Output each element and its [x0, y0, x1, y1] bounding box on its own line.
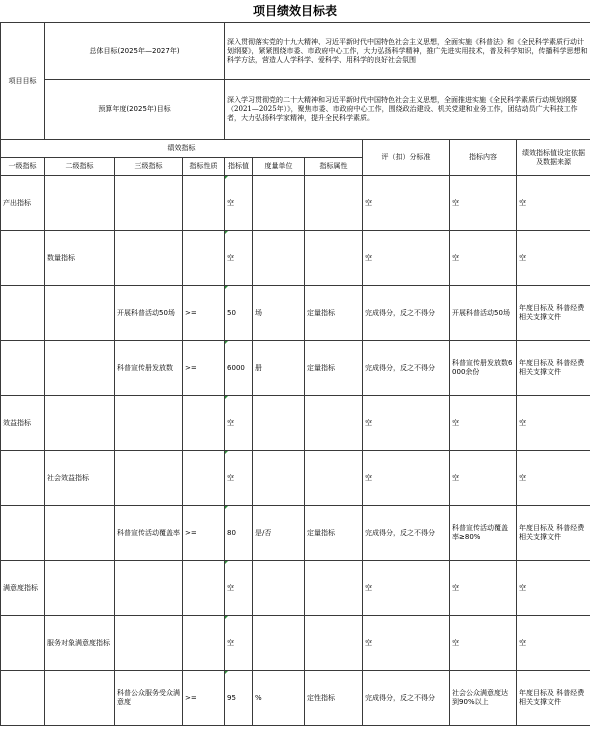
attribute-cell: [305, 451, 363, 506]
table-row: [1, 341, 590, 396]
table-row: [1, 616, 590, 671]
content-cell: 空: [450, 561, 517, 616]
scoring-cell: 完成得分，反之不得分: [363, 286, 450, 341]
nature-cell: [183, 396, 225, 451]
attribute-cell: [305, 176, 363, 231]
level1-cell: 满意度指标: [1, 561, 45, 616]
basis-cell: 空: [517, 561, 590, 616]
level3-cell: 科普宣传活动覆盖率: [115, 506, 183, 561]
header-level1: 一级指标: [1, 158, 45, 176]
basis-cell: 空: [517, 176, 590, 231]
header-nature: 指标性质: [183, 158, 225, 176]
attribute-cell: 定量指标: [305, 506, 363, 561]
project-goal-label: 项目目标: [1, 23, 45, 140]
header-level2: 二级指标: [45, 158, 115, 176]
content-cell: 开展科普活动50场: [450, 286, 517, 341]
content-cell: 科普宣传册发放数6000余份: [450, 341, 517, 396]
nature-cell: [183, 451, 225, 506]
content-cell: 空: [450, 176, 517, 231]
cell-marker-icon: [225, 396, 228, 399]
basis-cell: 年度目标及 科普经费相关支撑文件: [517, 341, 590, 396]
unit-cell: [253, 176, 305, 231]
level2-cell: 服务对象满意度指标: [45, 616, 115, 671]
performance-header: 绩效指标: [1, 140, 363, 158]
unit-cell: [253, 396, 305, 451]
scoring-cell: 空: [363, 616, 450, 671]
level2-cell: [45, 506, 115, 561]
annual-goal-label: 预算年度(2025年)目标: [45, 80, 225, 140]
value-cell: 80: [225, 506, 253, 561]
cell-marker-icon: [225, 671, 228, 674]
cell-marker-icon: [225, 231, 228, 234]
level2-cell: [45, 396, 115, 451]
attribute-cell: [305, 231, 363, 286]
level3-cell: [115, 231, 183, 286]
level3-cell: 科普公众服务受众满意度: [115, 671, 183, 726]
basis-cell: 年度目标及 科普经费相关支撑文件: [517, 506, 590, 561]
nature-cell: [183, 176, 225, 231]
level1-cell: [1, 231, 45, 286]
scoring-cell: 空: [363, 451, 450, 506]
header-basis: 绩效指标值设定依据及数据来源: [517, 140, 590, 176]
content-cell: 空: [450, 231, 517, 286]
attribute-cell: [305, 616, 363, 671]
value-cell: 空: [225, 176, 253, 231]
value-cell: 空: [225, 396, 253, 451]
level3-cell: 科普宣传册发放数: [115, 341, 183, 396]
basis-cell: 空: [517, 616, 590, 671]
attribute-cell: [305, 561, 363, 616]
cell-marker-icon: [225, 561, 228, 564]
cell-marker-icon: [225, 616, 228, 619]
unit-cell: %: [253, 671, 305, 726]
content-cell: 空: [450, 396, 517, 451]
header-scoring: 评（扣）分标准: [363, 140, 450, 176]
cell-marker-icon: [225, 506, 228, 509]
performance-goal-table: [0, 22, 590, 726]
scoring-cell: 空: [363, 231, 450, 286]
table-row: [1, 231, 590, 286]
table-row: [1, 451, 590, 506]
level1-cell: [1, 451, 45, 506]
unit-cell: [253, 231, 305, 286]
content-cell: 空: [450, 616, 517, 671]
level1-cell: [1, 286, 45, 341]
header-attribute: 指标属性: [305, 158, 363, 176]
table-row: [1, 176, 590, 231]
unit-cell: [253, 561, 305, 616]
level1-cell: [1, 341, 45, 396]
value-cell: 95: [225, 671, 253, 726]
annual-goal-text: 深入学习贯彻党的二十大精神和习近平新时代中国特色社会主义思想，全面推进实施《全民科学素质行动规划纲要（2021—2025年）》，聚焦市委、市政府中心工作，围绕政治建设、机关党建和业务工作，团结动员广大科技工作者，大力弘扬科学家精神，提升全民科学素质。: [225, 80, 590, 140]
value-cell: 6000: [225, 341, 253, 396]
level3-cell: [115, 561, 183, 616]
basis-cell: 年度目标及 科普经费相关支撑文件: [517, 286, 590, 341]
page-title: 项目绩效目标表: [252, 4, 337, 18]
value-cell: 空: [225, 616, 253, 671]
value-cell: 空: [225, 231, 253, 286]
content-cell: 社会公众满意度达到90%以上: [450, 671, 517, 726]
table-row: [1, 561, 590, 616]
scoring-cell: 完成得分，反之不得分: [363, 341, 450, 396]
scoring-cell: 完成得分，反之不得分: [363, 506, 450, 561]
level1-cell: 效益指标: [1, 396, 45, 451]
basis-cell: 空: [517, 396, 590, 451]
basis-cell: 空: [517, 451, 590, 506]
table-row: [1, 506, 590, 561]
nature-cell: >=: [183, 506, 225, 561]
level2-cell: [45, 561, 115, 616]
overall-goal-text: 深入贯彻落实党的十九大精神、习近平新时代中国特色社会主义思想，全面实施《科普法》和《全民科学素质行动计划纲要》，紧紧围绕市委、市政府中心工作，大力弘扬科学精神，推广先进实用技术，普及科学知识，传播科学思想和科学方法，营造人人学科学、爱科学、用科学的良好社会氛围: [225, 23, 590, 80]
content-cell: 科普宣传活动覆盖率≥80%: [450, 506, 517, 561]
scoring-cell: 空: [363, 176, 450, 231]
level3-cell: [115, 451, 183, 506]
value-cell: 空: [225, 451, 253, 506]
nature-cell: [183, 561, 225, 616]
level1-cell: [1, 616, 45, 671]
nature-cell: [183, 616, 225, 671]
unit-cell: 册: [253, 341, 305, 396]
cell-marker-icon: [225, 286, 228, 289]
unit-cell: [253, 616, 305, 671]
table-row: [1, 671, 590, 726]
nature-cell: [183, 231, 225, 286]
level2-cell: 数量指标: [45, 231, 115, 286]
level3-cell: [115, 396, 183, 451]
nature-cell: >=: [183, 286, 225, 341]
unit-cell: 场: [253, 286, 305, 341]
cell-marker-icon: [225, 176, 228, 179]
nature-cell: >=: [183, 671, 225, 726]
level2-cell: [45, 341, 115, 396]
scoring-cell: 完成得分，反之不得分: [363, 671, 450, 726]
level2-cell: 社会效益指标: [45, 451, 115, 506]
overall-goal-label: 总体目标(2025年—2027年): [45, 23, 225, 80]
scoring-cell: 空: [363, 396, 450, 451]
table-row: [1, 396, 590, 451]
unit-cell: 是/否: [253, 506, 305, 561]
scoring-cell: 空: [363, 561, 450, 616]
header-content: 指标内容: [450, 140, 517, 176]
unit-cell: [253, 451, 305, 506]
attribute-cell: 定量指标: [305, 286, 363, 341]
value-cell: 50: [225, 286, 253, 341]
cell-marker-icon: [225, 451, 228, 454]
value-cell: 空: [225, 561, 253, 616]
header-level3: 三级指标: [115, 158, 183, 176]
level1-cell: [1, 671, 45, 726]
content-cell: 空: [450, 451, 517, 506]
attribute-cell: 定量指标: [305, 341, 363, 396]
basis-cell: 空: [517, 231, 590, 286]
level2-cell: [45, 176, 115, 231]
attribute-cell: 定性指标: [305, 671, 363, 726]
level2-cell: [45, 286, 115, 341]
level3-cell: 开展科普活动50场: [115, 286, 183, 341]
level3-cell: [115, 616, 183, 671]
basis-cell: 年度目标及 科普经费相关支撑文件: [517, 671, 590, 726]
header-unit: 度量单位: [253, 158, 305, 176]
level1-cell: 产出指标: [1, 176, 45, 231]
level1-cell: [1, 506, 45, 561]
header-value: 指标值: [225, 158, 253, 176]
table-row: [1, 286, 590, 341]
attribute-cell: [305, 396, 363, 451]
nature-cell: >=: [183, 341, 225, 396]
level2-cell: [45, 671, 115, 726]
level3-cell: [115, 176, 183, 231]
cell-marker-icon: [225, 341, 228, 344]
